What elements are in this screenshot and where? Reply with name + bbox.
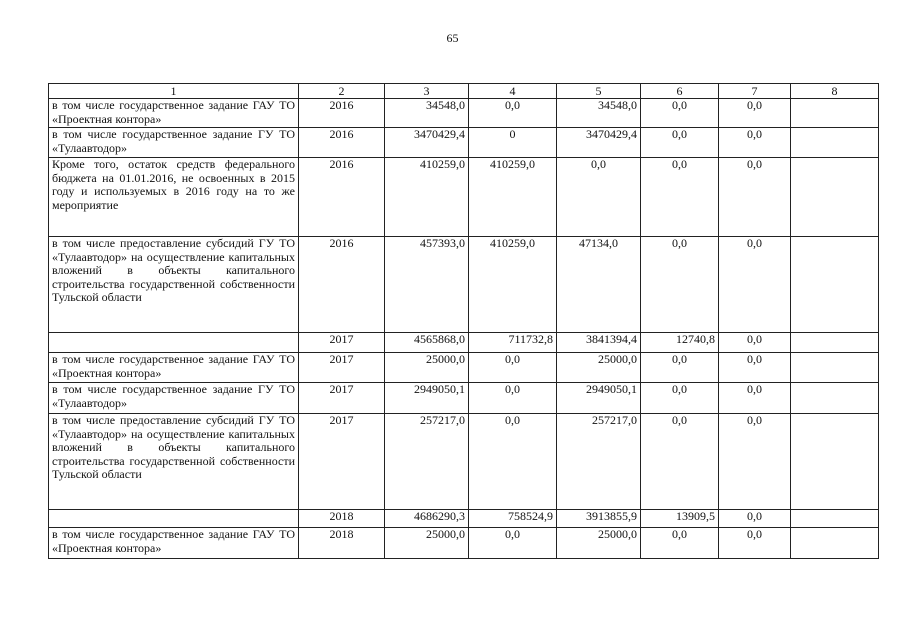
- header-cell: 7: [719, 84, 791, 99]
- value-cell: 0,0: [641, 237, 719, 333]
- value-cell: 0,0: [641, 353, 719, 383]
- description-cell: в том числе предоставление субсидий ГУ ТО «Тулаавтодор» на осуществление капитальных вложений в объекты капитального строительства государственной собственности Тульской области: [49, 414, 299, 510]
- value-cell: [791, 353, 879, 383]
- value-cell: 25000,0: [557, 528, 641, 559]
- year-cell: 2016: [299, 128, 385, 158]
- value-cell: 25000,0: [385, 353, 469, 383]
- value-cell: [791, 528, 879, 559]
- description-cell: Кроме того, остаток средств федерального бюджета на 01.01.2016, не освоенных в 2015 году и используемых в 2016 году на то же мероприятие: [49, 158, 299, 237]
- description-cell: в том числе государственное задание ГУ ТО «Тулаавтодор»: [49, 128, 299, 158]
- value-cell: 0,0: [469, 353, 557, 383]
- description-cell: [49, 333, 299, 353]
- value-cell: 34548,0: [557, 99, 641, 128]
- value-cell: 0,0: [641, 528, 719, 559]
- value-cell: 0,0: [719, 237, 791, 333]
- value-cell: 0,0: [641, 128, 719, 158]
- value-cell: 0,0: [469, 528, 557, 559]
- value-cell: 257217,0: [557, 414, 641, 510]
- header-cell: 3: [385, 84, 469, 99]
- table-row: [49, 353, 879, 383]
- table-row: [49, 333, 879, 353]
- value-cell: 25000,0: [385, 528, 469, 559]
- table-row: [49, 414, 879, 510]
- value-cell: 0,0: [719, 414, 791, 510]
- value-cell: 2949050,1: [385, 383, 469, 414]
- description-cell: в том числе государственное задание ГАУ ТО «Проектная контора»: [49, 528, 299, 559]
- value-cell: 3913855,9: [557, 510, 641, 528]
- value-cell: 0,0: [719, 99, 791, 128]
- year-cell: 2017: [299, 353, 385, 383]
- value-cell: 410259,0: [469, 237, 557, 333]
- description-cell: [49, 510, 299, 528]
- value-cell: 3470429,4: [385, 128, 469, 158]
- value-cell: 0: [469, 128, 557, 158]
- page-number: 65: [446, 31, 459, 45]
- value-cell: 0,0: [719, 528, 791, 559]
- year-cell: 2016: [299, 237, 385, 333]
- header-row: [49, 84, 879, 99]
- year-cell: 2017: [299, 333, 385, 353]
- budget-table: [48, 83, 879, 559]
- table-row: [49, 237, 879, 333]
- value-cell: 0,0: [641, 383, 719, 414]
- header-cell: 5: [557, 84, 641, 99]
- table-row: [49, 510, 879, 528]
- year-cell: 2016: [299, 158, 385, 237]
- value-cell: [791, 128, 879, 158]
- table-row: [49, 158, 879, 237]
- value-cell: 47134,0: [557, 237, 641, 333]
- table-row: [49, 99, 879, 128]
- value-cell: 0,0: [641, 414, 719, 510]
- header-cell: 8: [791, 84, 879, 99]
- value-cell: 3470429,4: [557, 128, 641, 158]
- value-cell: [791, 383, 879, 414]
- header-cell: 2: [299, 84, 385, 99]
- value-cell: 2949050,1: [557, 383, 641, 414]
- value-cell: 257217,0: [385, 414, 469, 510]
- value-cell: 0,0: [719, 333, 791, 353]
- description-cell: в том числе государственное задание ГАУ ТО «Проектная контора»: [49, 99, 299, 128]
- value-cell: 410259,0: [469, 158, 557, 237]
- value-cell: [791, 510, 879, 528]
- header-cell: 4: [469, 84, 557, 99]
- value-cell: 0,0: [719, 383, 791, 414]
- description-cell: в том числе государственное задание ГАУ ТО «Проектная контора»: [49, 353, 299, 383]
- value-cell: 0,0: [469, 383, 557, 414]
- year-cell: 2018: [299, 528, 385, 559]
- value-cell: 3841394,4: [557, 333, 641, 353]
- value-cell: [791, 333, 879, 353]
- value-cell: 457393,0: [385, 237, 469, 333]
- year-cell: 2018: [299, 510, 385, 528]
- value-cell: [791, 237, 879, 333]
- value-cell: 4565868,0: [385, 333, 469, 353]
- description-cell: в том числе предоставление субсидий ГУ ТО «Тулаавтодор» на осуществление капитальных вложений в объекты капитального строительства государственной собственности Тульской области: [49, 237, 299, 333]
- header-cell: 1: [49, 84, 299, 99]
- value-cell: 0,0: [719, 158, 791, 237]
- value-cell: 0,0: [557, 158, 641, 237]
- value-cell: 758524,9: [469, 510, 557, 528]
- value-cell: 4686290,3: [385, 510, 469, 528]
- value-cell: 13909,5: [641, 510, 719, 528]
- value-cell: 34548,0: [385, 99, 469, 128]
- table-row: [49, 528, 879, 559]
- value-cell: 0,0: [469, 414, 557, 510]
- value-cell: 12740,8: [641, 333, 719, 353]
- value-cell: 711732,8: [469, 333, 557, 353]
- value-cell: [791, 158, 879, 237]
- value-cell: 0,0: [641, 99, 719, 128]
- value-cell: 410259,0: [385, 158, 469, 237]
- value-cell: 0,0: [469, 99, 557, 128]
- table-row: [49, 383, 879, 414]
- value-cell: 0,0: [641, 158, 719, 237]
- value-cell: 0,0: [719, 128, 791, 158]
- value-cell: 0,0: [719, 510, 791, 528]
- value-cell: 25000,0: [557, 353, 641, 383]
- value-cell: 0,0: [719, 353, 791, 383]
- header-cell: 6: [641, 84, 719, 99]
- year-cell: 2016: [299, 99, 385, 128]
- table-row: [49, 128, 879, 158]
- value-cell: [791, 99, 879, 128]
- year-cell: 2017: [299, 414, 385, 510]
- year-cell: 2017: [299, 383, 385, 414]
- description-cell: в том числе государственное задание ГУ ТО «Тулаавтодор»: [49, 383, 299, 414]
- value-cell: [791, 414, 879, 510]
